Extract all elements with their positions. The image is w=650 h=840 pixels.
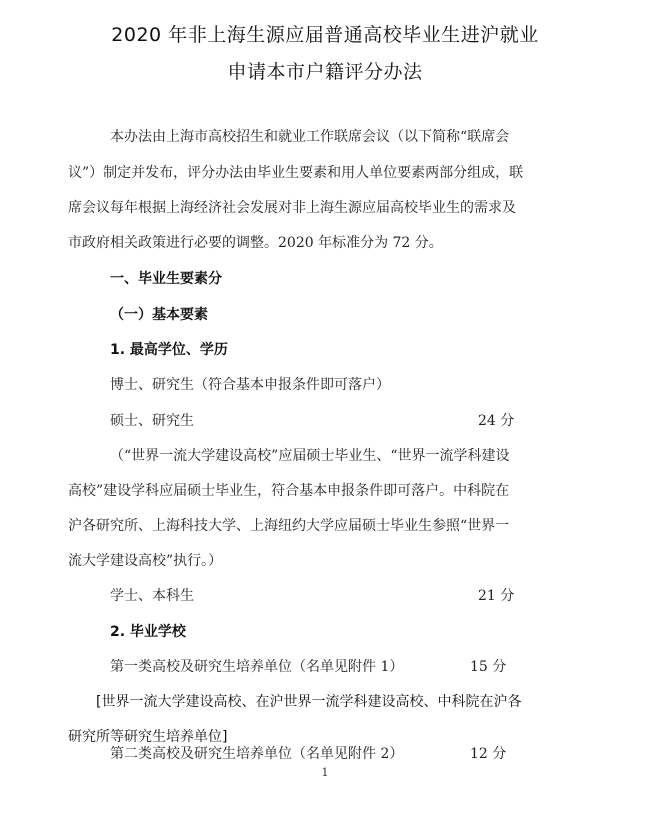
page-number: 1 [321, 766, 329, 779]
degree-bachelor: 学士、本科生 [110, 588, 194, 604]
school-class-1-note-line-1: [世界一流大学建设高校、在沪世界一流学科建设高校、中科院在沪各 [96, 694, 522, 710]
school-class-1-score: 15 分 [470, 659, 507, 675]
degree-master: 硕士、研究生 [110, 413, 194, 429]
document-title-line-2: 申请本市户籍评分办法 [227, 61, 423, 83]
intro-line-2: 议”）制定并发布，评分办法由毕业生要素和用人单位要素两部分组成，联 [68, 165, 524, 181]
intro-line-1: 本办法由上海市高校招生和就业工作联席会议（以下简称“联席会 [110, 129, 510, 145]
degree-bachelor-score: 21 分 [478, 588, 515, 604]
degree-master-score: 24 分 [478, 413, 515, 429]
master-note-line-2: 高校”建设学科应届硕士毕业生，符合基本申报条件即可落户。中科院在 [68, 483, 510, 499]
school-class-2-score: 12 分 [470, 746, 507, 762]
school-class-1-note-line-2: 研究所等研究生培养单位] [68, 729, 228, 745]
master-note-line-1: （“世界一流大学建设高校”应届硕士毕业生、“世界一流学科建设 [110, 448, 510, 464]
school-class-1: 第一类高校及研究生培养单位（名单见附件 1） [110, 659, 404, 675]
subsection-heading-basic-factors: （一）基本要素 [110, 307, 208, 323]
intro-line-4: 市政府相关政策进行必要的调整。2020 年标准分为 72 分。 [68, 235, 443, 251]
intro-line-3: 席会议每年根据上海经济社会发展对非上海生源应届高校毕业生的需求及 [68, 200, 516, 216]
degree-doctor: 博士、研究生（符合基本申报条件即可落户） [110, 377, 390, 393]
section-heading-graduate-factors: 一、毕业生要素分 [110, 271, 222, 287]
master-note-line-4: 流大学建设高校”执行。） [68, 553, 223, 569]
item-heading-school: 2. 毕业学校 [110, 624, 186, 640]
master-note-line-3: 沪各研究所、上海科技大学、上海纽约大学应届硕士毕业生参照“世界一 [68, 518, 510, 534]
document-title-line-1: 2020 年非上海生源应届普通高校毕业生进沪就业 [111, 24, 539, 46]
school-class-2: 第二类高校及研究生培养单位（名单见附件 2） [110, 746, 404, 762]
item-heading-degree: 1. 最高学位、学历 [110, 342, 228, 358]
